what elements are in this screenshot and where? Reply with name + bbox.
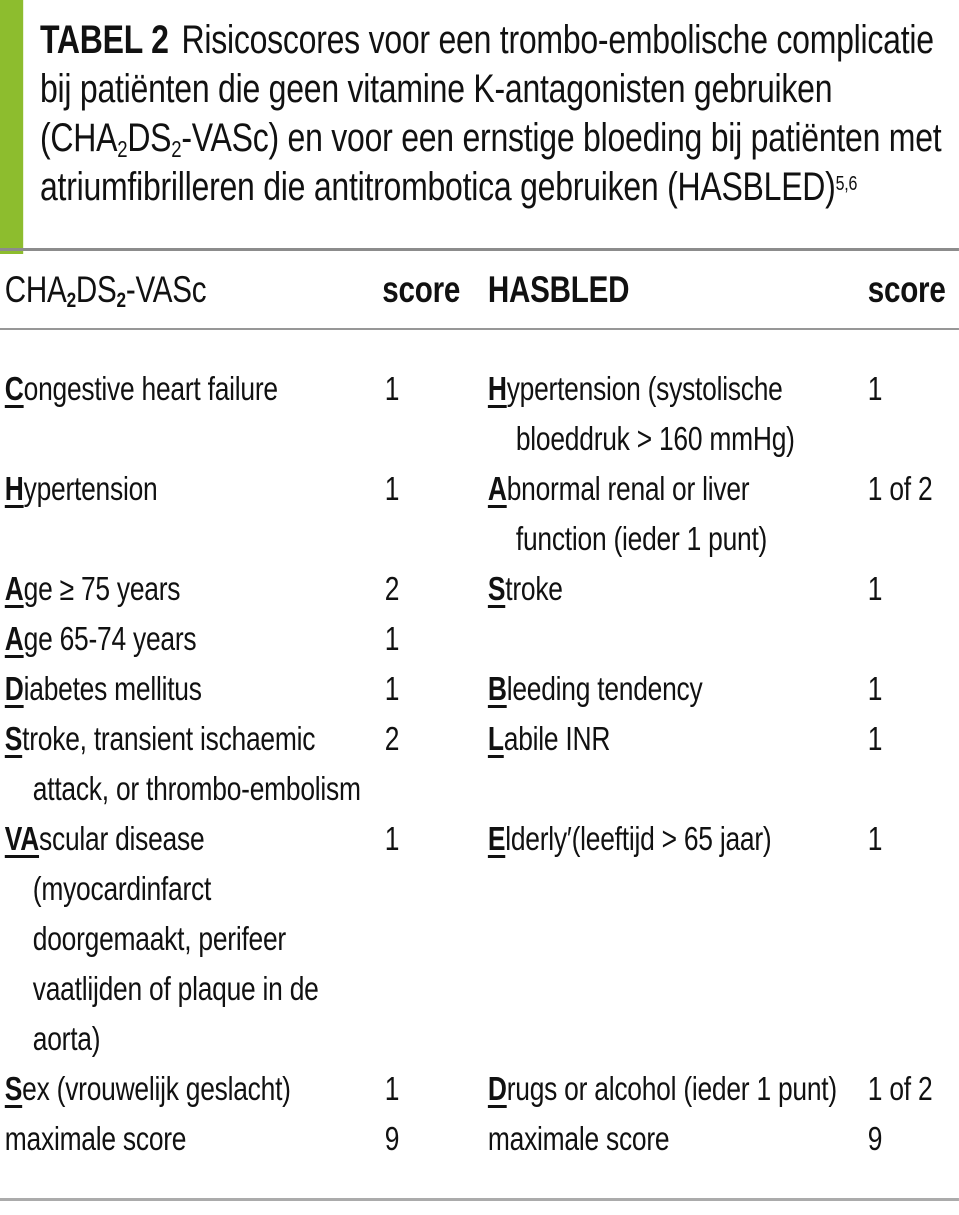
score-cell: [868, 1064, 959, 1114]
column-header-score-left: score: [382, 269, 461, 310]
text-segment: bij patiënten die geen vitamine K-antagonisten gebruiken: [39, 67, 833, 111]
caption-line: [40, 65, 941, 114]
criterion-line: function (ieder 1 punt): [515, 520, 768, 557]
subscript: 2: [66, 288, 76, 313]
criterion-lead-letter: S: [4, 1070, 23, 1107]
caption-line: [40, 163, 941, 212]
score-cell: [383, 814, 488, 1064]
criterion-line: maximale score: [487, 1120, 670, 1157]
criterion-lead-letter: VA: [4, 820, 40, 857]
score-cell: [868, 714, 959, 814]
score-value: 1 of 2: [867, 1070, 933, 1107]
criterion-line: vaatlijden of plaque in de: [32, 970, 319, 1007]
criterion-cell: [0, 614, 383, 664]
criterion-line: doorgemaakt, perifeer: [32, 920, 286, 957]
table-row: [0, 464, 959, 564]
score-value: 2: [384, 720, 400, 757]
criterion-line: Sex (vrouwelijk geslacht): [4, 1070, 291, 1107]
criterion-lead-letter: C: [4, 370, 24, 407]
score-value: 1: [867, 720, 883, 757]
score-value: 9: [384, 1120, 400, 1157]
score-cell: [868, 464, 959, 564]
criterion-line: Stroke, transient ischaemic: [4, 720, 316, 757]
criterion-lead-letter: D: [4, 670, 24, 707]
criterion-cell: [0, 814, 383, 1064]
table-caption: [40, 16, 941, 212]
criterion-cell: [0, 714, 383, 814]
criterion-line: Hypertension (systolische: [487, 370, 783, 407]
table-row: [0, 1114, 959, 1164]
text-segment: TABEL 2: [39, 18, 169, 62]
table-header-row: [0, 265, 959, 315]
subscript: 2: [117, 135, 128, 162]
criterion-line: aorta): [32, 1020, 101, 1057]
criterion-lead-letter: H: [487, 370, 507, 407]
accent-bar: [0, 0, 23, 254]
score-cell: [383, 614, 488, 664]
score-cell: [868, 614, 959, 664]
criterion-lead-letter: D: [487, 1070, 507, 1107]
criterion-line: Hypertension: [4, 470, 158, 507]
criterion-cell: [0, 1114, 383, 1164]
criterion-line: attack, or thrombo-embolism: [32, 770, 361, 807]
criterion-lead-letter: S: [487, 570, 506, 607]
score-cell: [383, 364, 488, 464]
caption-line: [40, 114, 941, 163]
criterion-line: Bleeding tendency: [487, 670, 703, 707]
criterion-cell: [488, 614, 868, 664]
table-row: [0, 364, 959, 464]
text-segment: atriumfibrilleren die antitrombotica gebruiken (HASBLED): [39, 165, 836, 209]
criterion-cell: [488, 1114, 868, 1164]
table-row: [0, 664, 959, 714]
score-cell: [383, 464, 488, 564]
caption-line: [40, 16, 941, 65]
divider-top: [0, 248, 959, 251]
criterion-cell: [488, 464, 868, 564]
text-segment: -VASc: [125, 269, 207, 310]
criterion-line: Stroke: [487, 570, 563, 607]
score-cell: [383, 664, 488, 714]
criterion-line: VAscular disease: [4, 820, 205, 857]
column-header-score-right: score: [867, 269, 946, 310]
score-cell: [868, 664, 959, 714]
criterion-line: Age ≥ 75 years: [4, 570, 181, 607]
score-value: 1: [867, 820, 883, 857]
table-row: [0, 714, 959, 814]
text-segment: Risicoscores voor een trombo-embolische complicatie: [181, 18, 934, 62]
score-cell: [868, 814, 959, 1064]
criterion-cell: [488, 564, 868, 614]
criterion-lead-letter: A: [4, 570, 24, 607]
text-segment: DS: [127, 116, 172, 160]
criterion-cell: [488, 1064, 868, 1114]
score-value: 1: [384, 470, 400, 507]
superscript-reference: 5,6: [835, 173, 858, 195]
subscript: 2: [171, 135, 182, 162]
criterion-line: Drugs or alcohol (ieder 1 punt): [487, 1070, 837, 1107]
score-value: 1: [384, 820, 400, 857]
criterion-line: Age 65-74 years: [4, 620, 197, 657]
criterion-lead-letter: A: [487, 470, 507, 507]
score-cell: [383, 1064, 488, 1114]
text-segment: (CHA: [39, 116, 118, 160]
criterion-line: Diabetes mellitus: [4, 670, 202, 707]
criterion-line: (myocardinfarct: [32, 870, 212, 907]
score-value: 1: [384, 670, 400, 707]
divider-header: [0, 328, 959, 330]
score-value: 1: [384, 370, 400, 407]
criterion-line: Abnormal renal or liver: [487, 470, 750, 507]
criterion-cell: [0, 464, 383, 564]
criterion-lead-letter: S: [4, 720, 23, 757]
score-cell: [868, 564, 959, 614]
text-segment: DS: [75, 269, 117, 310]
column-header-hasbled: HASBLED: [487, 269, 630, 310]
text-segment: CHA: [4, 269, 67, 310]
table-row: [0, 814, 959, 1064]
criterion-cell: [488, 364, 868, 464]
criterion-cell: [488, 814, 868, 1064]
criterion-lead-letter: B: [487, 670, 507, 707]
criterion-line: Congestive heart failure: [4, 370, 278, 407]
criterion-lead-letter: H: [4, 470, 24, 507]
criterion-lead-letter: E: [487, 820, 506, 857]
score-value: 1: [867, 370, 883, 407]
criterion-line: maximale score: [4, 1120, 187, 1157]
score-value: 1: [867, 570, 883, 607]
score-value: 9: [867, 1120, 883, 1157]
criterion-cell: [0, 564, 383, 614]
text-segment: -VASc) en voor een ernstige bloeding bij patiënten met: [181, 116, 942, 160]
score-value: 1: [384, 1070, 400, 1107]
criterion-line: Elderly′(leeftijd > 65 jaar): [487, 820, 772, 857]
criterion-cell: [488, 714, 868, 814]
criterion-line: Labile INR: [487, 720, 611, 757]
score-cell: [383, 1114, 488, 1164]
score-cell: [383, 714, 488, 814]
criterion-lead-letter: A: [4, 620, 24, 657]
score-value: 2: [384, 570, 400, 607]
score-value: 1: [384, 620, 400, 657]
score-value: 1: [867, 670, 883, 707]
criterion-cell: [0, 364, 383, 464]
criterion-cell: [488, 664, 868, 714]
criterion-line: bloeddruk > 160 mmHg): [515, 420, 795, 457]
divider-bottom: [0, 1198, 959, 1201]
criterion-cell: [0, 1064, 383, 1114]
criterion-lead-letter: L: [487, 720, 504, 757]
score-cell: [868, 1114, 959, 1164]
column-header-chadsvasc: [5, 265, 207, 320]
table-row: [0, 614, 959, 664]
score-cell: [868, 364, 959, 464]
score-value: 1 of 2: [867, 470, 933, 507]
subscript: 2: [116, 288, 126, 313]
table-row: [0, 564, 959, 614]
criterion-cell: [0, 664, 383, 714]
score-cell: [383, 564, 488, 614]
risk-score-table-body: [0, 364, 959, 1164]
table-row: [0, 1064, 959, 1114]
